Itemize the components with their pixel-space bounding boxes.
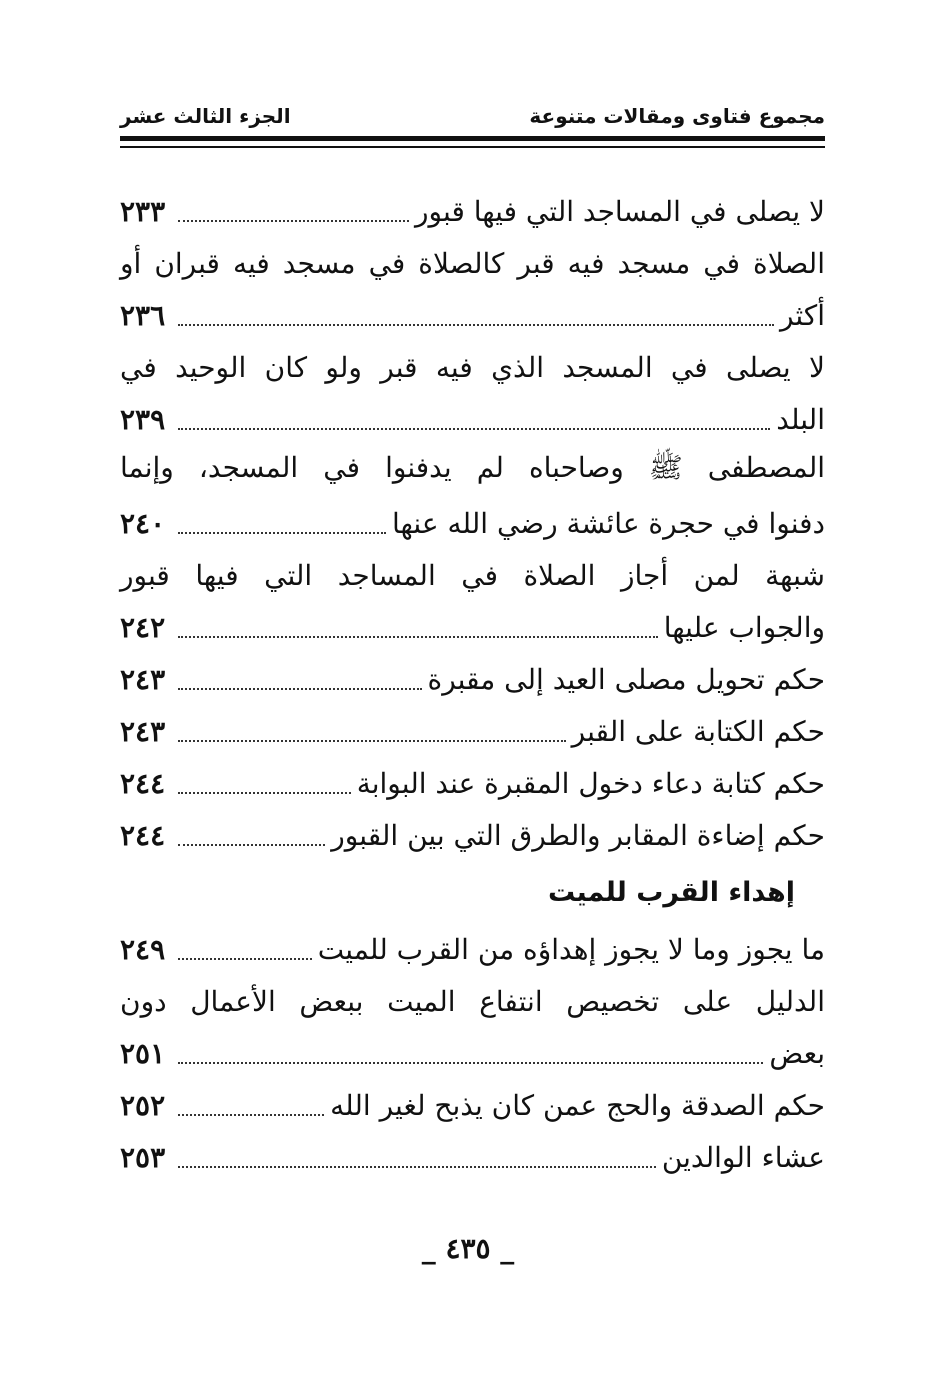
leader-dots	[178, 218, 409, 222]
table-of-contents	[120, 185, 825, 1183]
toc-entry	[120, 653, 825, 705]
leader-dots	[178, 1164, 656, 1168]
entry-page: ٢٣٣	[120, 194, 166, 228]
leader-dots	[178, 634, 658, 638]
toc-entry	[120, 923, 825, 975]
toc-entry	[120, 289, 825, 341]
leader-dots	[178, 842, 325, 846]
entry-title: بعض	[769, 1036, 825, 1070]
entry-title-line1: الدليل على تخصيص انتفاع الميت ببعض الأعمال دون	[120, 984, 825, 1018]
leader-dots	[178, 322, 774, 326]
leader-dots	[178, 790, 351, 794]
entry-title: لا يصلى في المساجد التي فيها قبور	[415, 194, 825, 228]
entry-title: دفنوا في حجرة عائشة رضي الله عنها	[391, 506, 825, 540]
leader-dots	[178, 956, 312, 960]
toc-entry	[120, 1131, 825, 1183]
toc-entry	[120, 809, 825, 861]
entry-title-line1: شبهة لمن أجاز الصلاة في المساجد التي فيها قبور	[120, 558, 825, 592]
leader-dots	[178, 738, 566, 742]
entry-title: البلد	[776, 402, 825, 436]
leader-dots	[178, 530, 386, 534]
toc-entry-line1	[120, 975, 825, 1027]
toc-entry-line1	[120, 549, 825, 601]
entry-page: ٢٣٦	[120, 298, 166, 332]
entry-page: ٢٤٢	[120, 610, 166, 644]
toc-entry	[120, 757, 825, 809]
header-rule-thick	[120, 136, 825, 141]
entry-page: ٢٥١	[120, 1036, 166, 1070]
entry-page: ٢٤٠	[120, 506, 166, 540]
leader-dots	[178, 1060, 763, 1064]
section-heading: إهداء القرب للميت	[547, 876, 795, 908]
toc-entry	[120, 705, 825, 757]
entry-title: حكم كتابة دعاء دخول المقبرة عند البوابة	[356, 766, 825, 800]
entry-page: ٢٤٣	[120, 662, 166, 696]
entry-page: ٢٤٤	[120, 766, 166, 800]
page-number: _ ٤٣٥ _	[421, 1232, 515, 1265]
toc-entry	[120, 185, 825, 237]
entry-page: ٢٣٩	[120, 402, 166, 436]
volume-label: الجزء الثالث عشر	[120, 104, 291, 128]
toc-entry-line1	[120, 237, 825, 289]
running-header	[120, 103, 825, 129]
toc-entry	[120, 601, 825, 653]
entry-page: ٢٤٩	[120, 932, 166, 966]
entry-title: والجواب عليها	[663, 610, 825, 644]
entry-title-line1: الصلاة في مسجد فيه قبر كالصلاة في مسجد فيه قبران أو	[120, 246, 825, 280]
toc-entry-line1	[120, 341, 825, 393]
toc-entry-line1	[120, 445, 825, 497]
toc-entry	[120, 393, 825, 445]
leader-dots	[178, 1112, 324, 1116]
book-title: مجموع فتاوى ومقالات متنوعة	[529, 104, 825, 128]
entry-page: ٢٤٤	[120, 818, 166, 852]
toc-entry	[120, 497, 825, 549]
entry-page: ٢٥٣	[120, 1140, 166, 1174]
entry-title: حكم الكتابة على القبر	[571, 714, 825, 748]
toc-entry	[120, 1027, 825, 1079]
entry-title: عشاء الوالدين	[661, 1140, 825, 1174]
toc-entry	[120, 1079, 825, 1131]
entry-title-line1: لا يصلى في المسجد الذي فيه قبر ولو كان الوحيد في	[120, 350, 825, 384]
entry-page: ٢٥٢	[120, 1088, 166, 1122]
header-rule-thin	[120, 146, 825, 148]
leader-dots	[178, 426, 770, 430]
entry-title: ما يجوز وما لا يجوز إهداؤه من القرب للميت	[317, 932, 825, 966]
entry-title: حكم إضاءة المقابر والطرق التي بين القبور	[331, 818, 825, 852]
entry-title: أكثر	[779, 298, 825, 332]
entry-title: حكم الصدقة والحج عمن كان يذبح لغير الله	[330, 1088, 825, 1122]
entry-title: حكم تحويل مصلى العيد إلى مقبرة	[427, 662, 825, 696]
leader-dots	[178, 686, 422, 690]
entry-page: ٢٤٣	[120, 714, 166, 748]
entry-title-line1: المصطفى ﷺ وصاحباه لم يدفنوا في المسجد، وإنما	[120, 451, 825, 484]
